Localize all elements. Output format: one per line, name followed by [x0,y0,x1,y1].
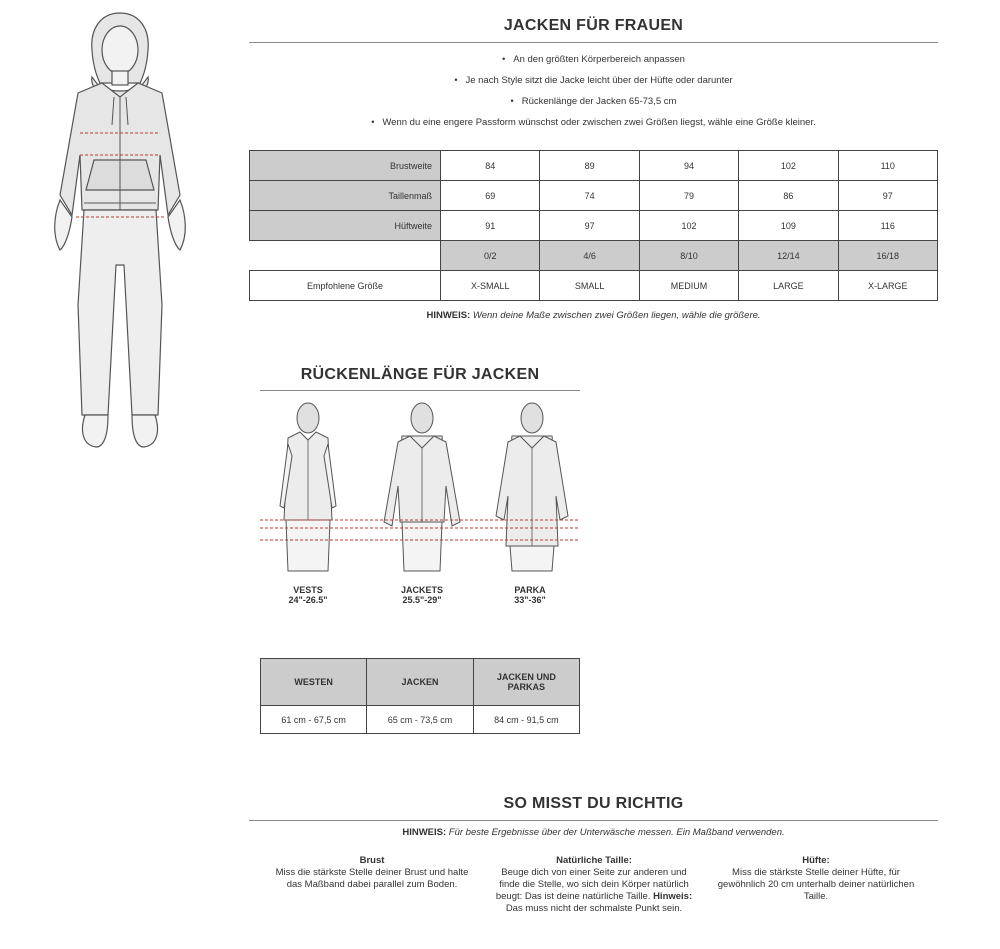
size-code: 12/14 [739,241,838,271]
measure-note [249,827,938,838]
table-cell: 109 [739,211,838,241]
figure-name: VESTS [293,585,323,595]
recommended-size: MEDIUM [639,271,738,301]
table-cell: 97 [838,181,937,211]
table-row [250,151,938,181]
table-cell: 84 cm - 91,5 cm [473,706,579,734]
fit-tip: • Wenn du eine engere Passform wünschst oder zwischen zwei Größen liegst, wähle eine Größe kleiner. [249,112,938,133]
table-cell: 91 [441,211,540,241]
figure-range: 33"-36" [514,595,546,605]
hint-text: Das muss nicht der schmalste Punkt sein. [505,903,683,914]
measure-text: Miss die stärkste Stelle deiner Brust und halte das Maßband dabei parallel zum Boden. [275,867,469,890]
recommended-size: SMALL [540,271,639,301]
figure-caption-jackets [387,585,457,605]
woman-figure-illustration [30,5,210,455]
table-cell: 97 [540,211,639,241]
table-cell: 61 cm - 67,5 cm [261,706,367,734]
measure-text: Miss die stärkste Stelle deiner Hüfte, für gewöhnlich 20 cm unterhalb deiner natürlichen Taille. [717,867,915,902]
table-cell: 84 [441,151,540,181]
table-cell: 102 [639,211,738,241]
measure-caption: Hüfte: [802,855,830,866]
size-note [249,310,938,321]
table-row [250,211,938,241]
note-prefix: HINWEIS: [426,310,471,321]
column-header: WESTEN [261,659,367,706]
row-label-chest: Brustweite [250,151,441,181]
fit-tip: • Je nach Style sitzt die Jacke leicht über der Hüfte oder darunter [249,70,938,91]
measure-text: Beuge dich von einer Seite zur anderen und finde die Stelle, wo sich dein Körper natürlich beugt: Das ist deine natürliche Taille. [495,867,689,902]
note-prefix: HINWEIS: [402,827,447,838]
row-label-recommended-size: Empfohlene Größe [250,271,441,301]
size-code: 4/6 [540,241,639,271]
table-cell: 86 [739,181,838,211]
table-cell: 89 [540,151,639,181]
jacket-length-figures [260,396,580,576]
fit-tip: • Rückenlänge der Jacken 65-73,5 cm [249,91,938,112]
figure-name: JACKETS [400,585,443,595]
hint-prefix: Hinweis: [653,891,693,902]
table-cell: 94 [639,151,738,181]
table-row [261,706,580,734]
recommended-size: X-LARGE [838,271,937,301]
table-header-row [261,659,580,706]
fit-tips-list [249,49,938,133]
figure-caption-parka [495,585,565,605]
column-header: JACKEN UND PARKAS [473,659,579,706]
size-chart-table [249,150,938,301]
table-row [250,271,938,301]
figure-range: 25.5"-29" [402,595,442,605]
table-cell: 65 cm - 73,5 cm [367,706,473,734]
row-label-waist: Taillenmaß [250,181,441,211]
section-title-how-to-measure: SO MISST DU RICHTIG [503,795,684,812]
table-row [250,241,938,271]
section-title-women-jackets: JACKEN FÜR FRAUEN [503,17,684,34]
note-text: Für beste Ergebnisse über der Unterwäsche messen. Ein Maßband verwenden. [448,827,785,838]
row-label-hip: Hüftweite [250,211,441,241]
note-text: Wenn deine Maße zwischen zwei Größen liegen, wähle die größere. [472,310,761,321]
title-divider [249,42,938,43]
title-divider [260,390,580,391]
recommended-size: X-SMALL [441,271,540,301]
figure-range: 24"-26.5" [288,595,328,605]
measure-caption: Natürliche Taille: [556,855,632,866]
measure-waist [494,855,694,915]
table-row [250,181,938,211]
measure-chest [272,855,472,891]
back-length-table [260,658,580,734]
figure-caption-vests [273,585,343,605]
size-code: 8/10 [639,241,738,271]
measure-caption: Brust [359,855,385,866]
empty-cell [250,241,441,271]
measure-hip [716,855,916,903]
figure-name: PARKA [514,585,546,595]
size-code: 0/2 [441,241,540,271]
table-cell: 116 [838,211,937,241]
section-title-back-length: RÜCKENLÄNGE FÜR JACKEN [300,366,540,383]
table-cell: 110 [838,151,937,181]
column-header: JACKEN [367,659,473,706]
recommended-size: LARGE [739,271,838,301]
fit-tip: • An den größten Körperbereich anpassen [249,49,938,70]
title-divider [249,820,938,821]
size-code: 16/18 [838,241,937,271]
table-cell: 79 [639,181,738,211]
table-cell: 74 [540,181,639,211]
table-cell: 102 [739,151,838,181]
table-cell: 69 [441,181,540,211]
